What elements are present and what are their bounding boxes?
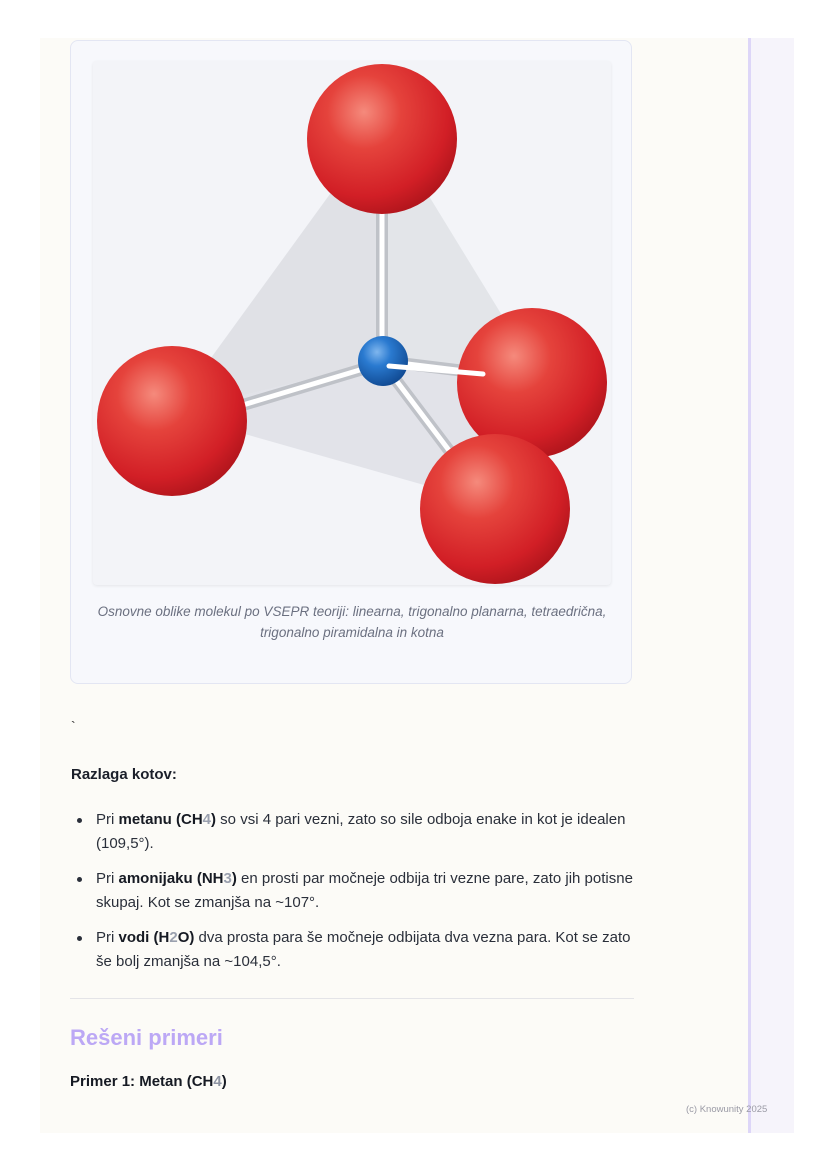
atom-front	[420, 434, 570, 584]
molecule-svg	[93, 61, 611, 585]
bullet-dot	[77, 877, 82, 882]
figure-card	[70, 40, 632, 684]
section-divider	[70, 998, 634, 999]
angles-list	[71, 808, 636, 985]
list-item: Pri amonijaku (NH3) en prosti par močneje odbija tri vezne pare, zato jih potisne skupaj. Kot se zmanjša na ~107°.	[71, 867, 636, 915]
bullet-dot	[77, 818, 82, 823]
stray-backtick: `	[71, 718, 76, 734]
copyright-notice: (c) Knowunity 2025	[686, 1104, 768, 1115]
atom-right	[457, 308, 607, 458]
bullet-dot	[77, 936, 82, 941]
side-panel	[748, 38, 794, 1133]
atom-top	[307, 64, 457, 214]
list-item: Pri metanu (CH4) so vsi 4 pari vezni, zato so sile odboja enake in kot je idealen (109,5°).	[71, 808, 636, 856]
atom-center	[358, 336, 408, 386]
list-item: Pri vodi (H2O) dva prosta para še močneje odbijata dva vezna para. Kot se zato še bolj zmanjša na ~104,5°.	[71, 926, 636, 974]
figure-caption: Osnovne oblike molekul po VSEPR teoriji: linearna, trigonalno planarna, tetraedrična, trigonalno piramidalna in kotna	[97, 604, 607, 640]
atom-left	[97, 346, 247, 496]
tetrahedral-molecule-illustration	[93, 61, 611, 585]
solved-examples-heading: Rešeni primeri	[70, 1025, 223, 1050]
example-1-title: Primer 1: Metan (CH4)	[70, 1073, 227, 1090]
angles-heading: Razlaga kotov:	[71, 766, 177, 783]
